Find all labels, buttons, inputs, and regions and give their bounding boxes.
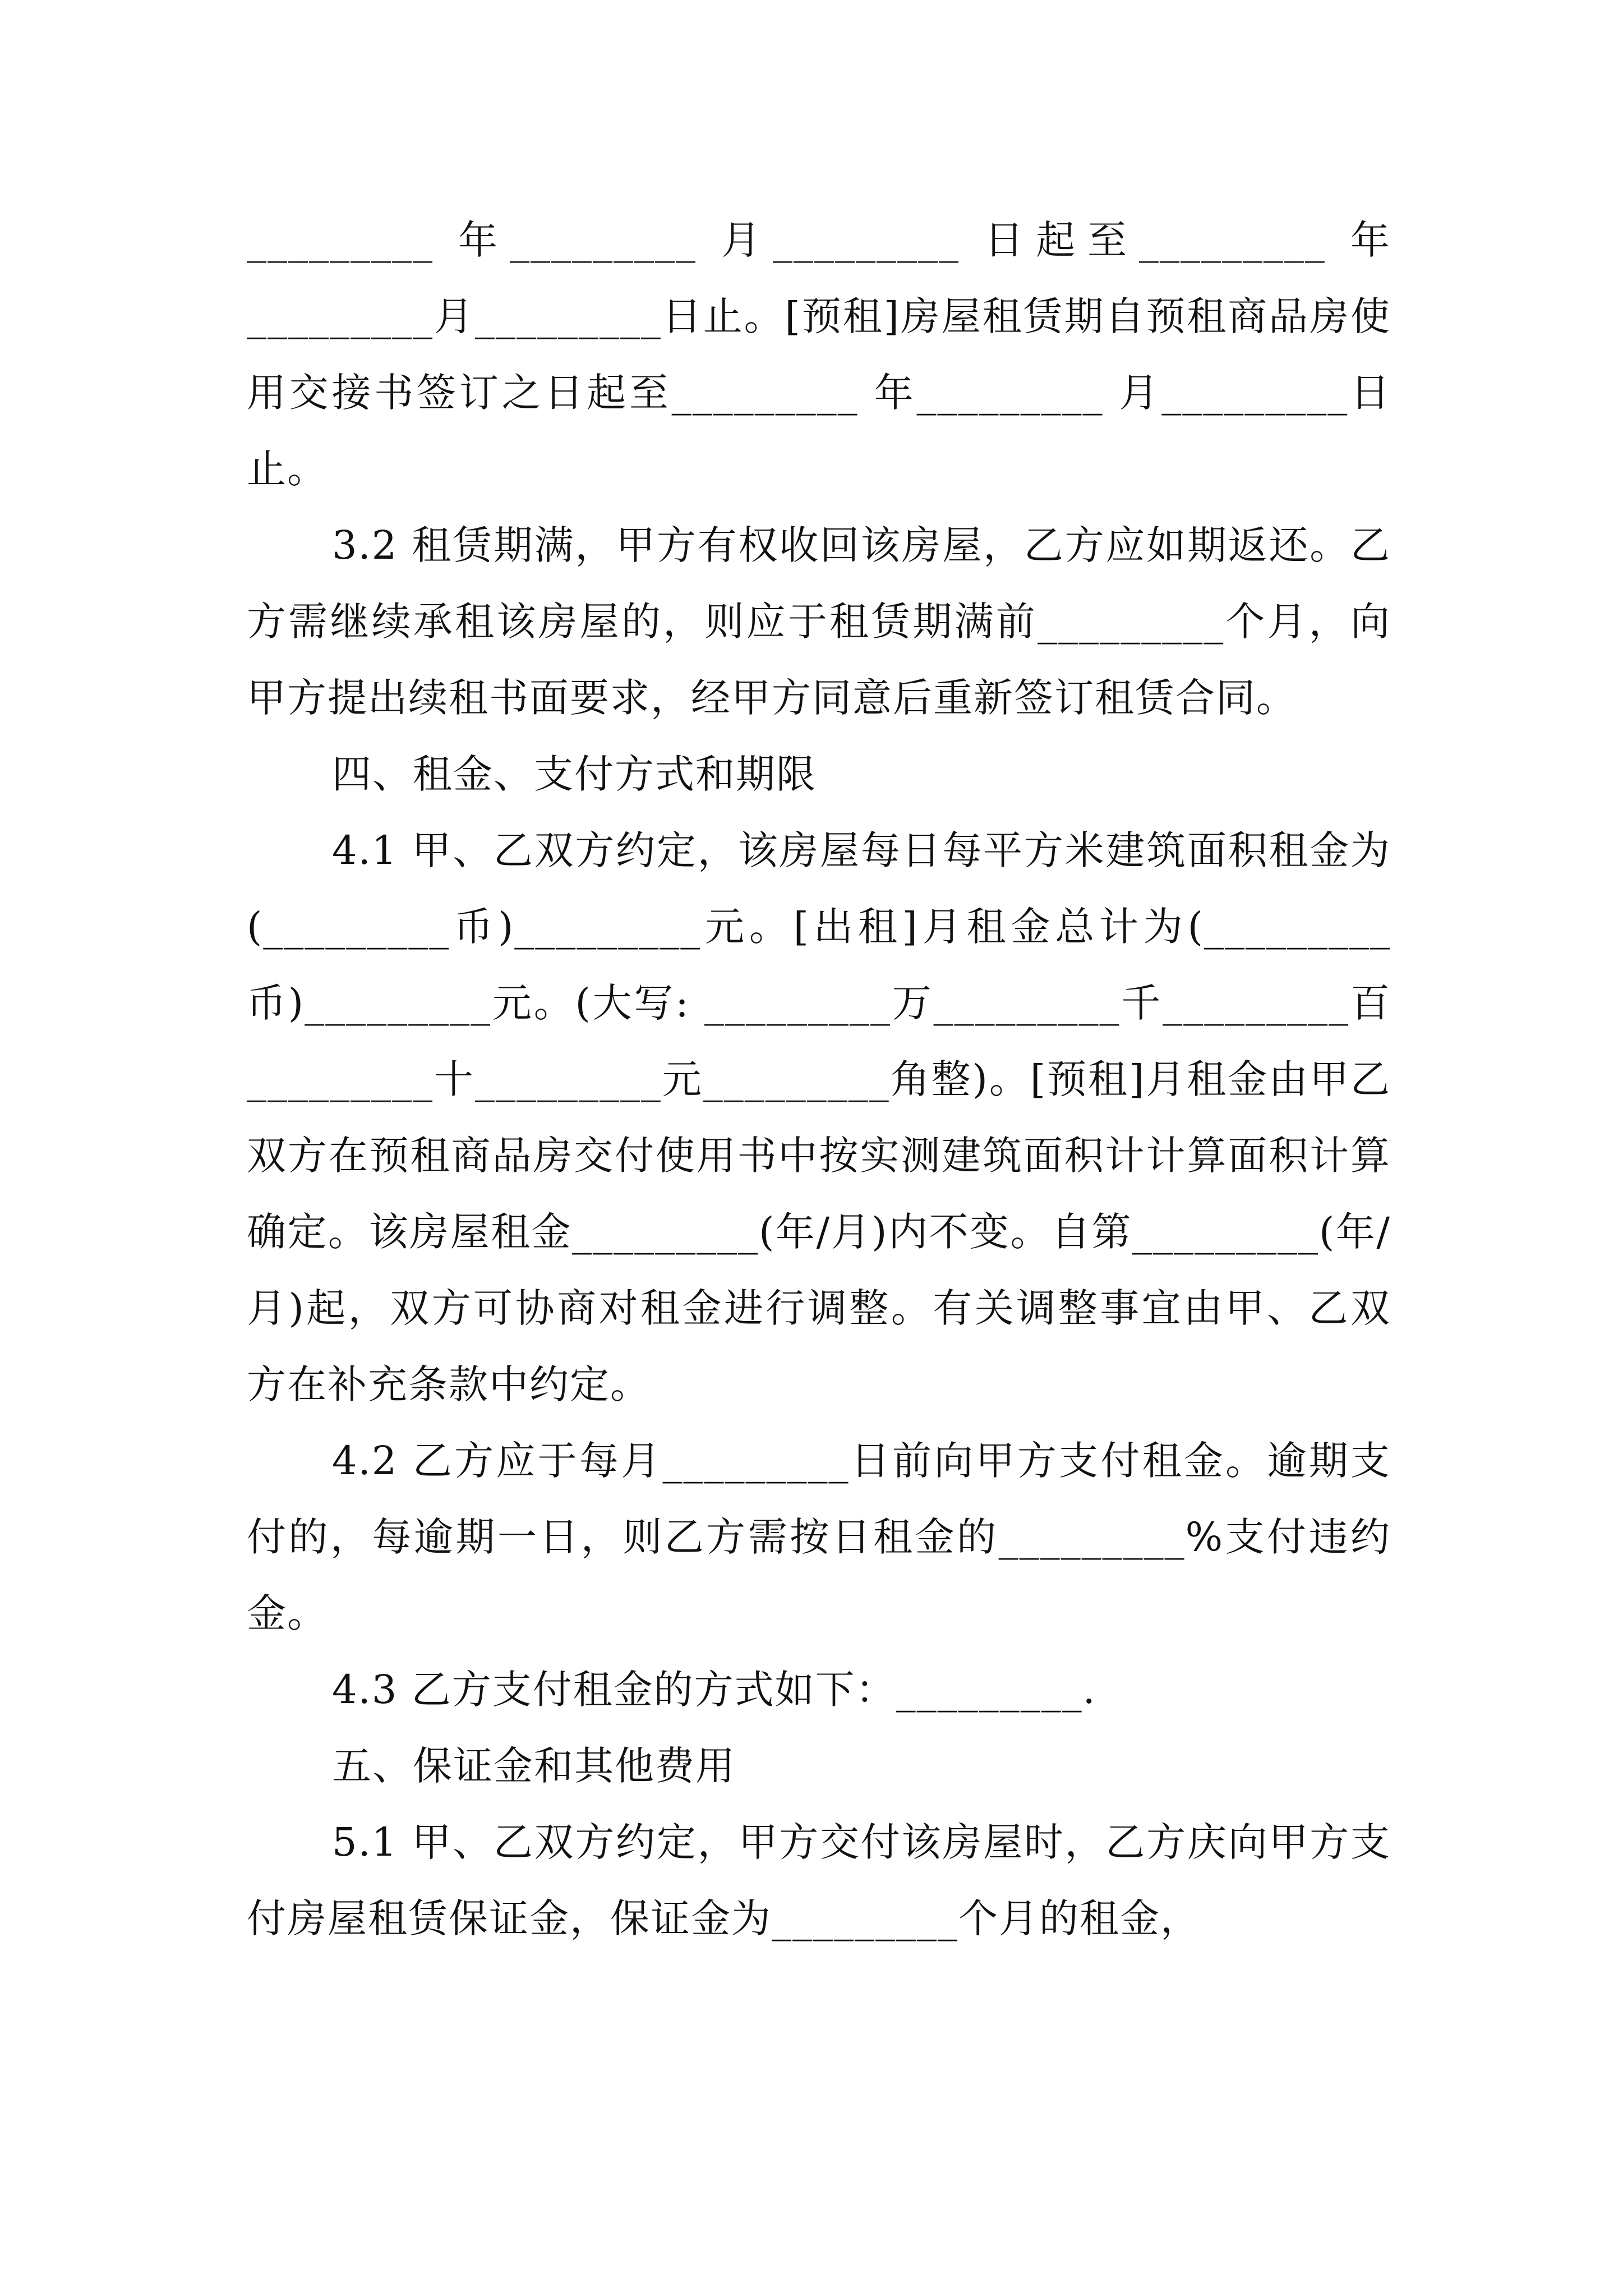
paragraph-3-2-lease-expiry: 3.2 租赁期满，甲方有权收回该房屋，乙方应如期返还。乙方需继续承租该房屋的，则应于租赁期满前_________个月，向甲方提出续租书面要求，经甲方同意后重新签订租赁合同。	[247, 522, 1391, 721]
section-heading-deposit-fees: 五、保证金和其他费用	[332, 1743, 736, 1789]
paragraph-4-2-payment-deadline: 4.2 乙方应于每月_________日前向甲方支付租金。逾期支付的，每逾期一日，则乙方需按日租金的_________%支付违约金。	[247, 1438, 1391, 1636]
paragraph-4-3-payment-method: 4.3 乙方支付租金的方式如下：_________.	[332, 1667, 1096, 1713]
paragraph-lease-term-dates: _________ 年_________ 月_________ 日起至_________ 年_________月_________日止。[预租]房屋租赁期自预租商品房使用交接书签订之日起至_________ 年_________ 月_________日止。	[247, 217, 1391, 492]
section-heading-rent-payment: 四、租金、支付方式和期限	[332, 751, 817, 797]
document-body	[247, 202, 1391, 1957]
paragraph-5-1-deposit: 5.1 甲、乙双方约定，甲方交付该房屋时，乙方庆向甲方支付房屋租赁保证金，保证金为_________个月的租金，	[247, 1819, 1391, 1941]
paragraph-4-1-rent-amount: 4.1 甲、乙双方约定，该房屋每日每平方米建筑面积租金为(_________币)_________元。[出租]月租金总计为(_________币)_________元。(大写: _________万_________千_________百_________十_________元_________角整)。[预租]月租金由甲乙双方在预租商品房交付使用书中按实测建筑面积计计算面积计算确定。该房屋租金_________(年/月)内不变。自第_________(年/月)起，双方可协商对租金进行调整。有关调整事宜由甲、乙双方在补充条款中约定。	[247, 827, 1391, 1407]
